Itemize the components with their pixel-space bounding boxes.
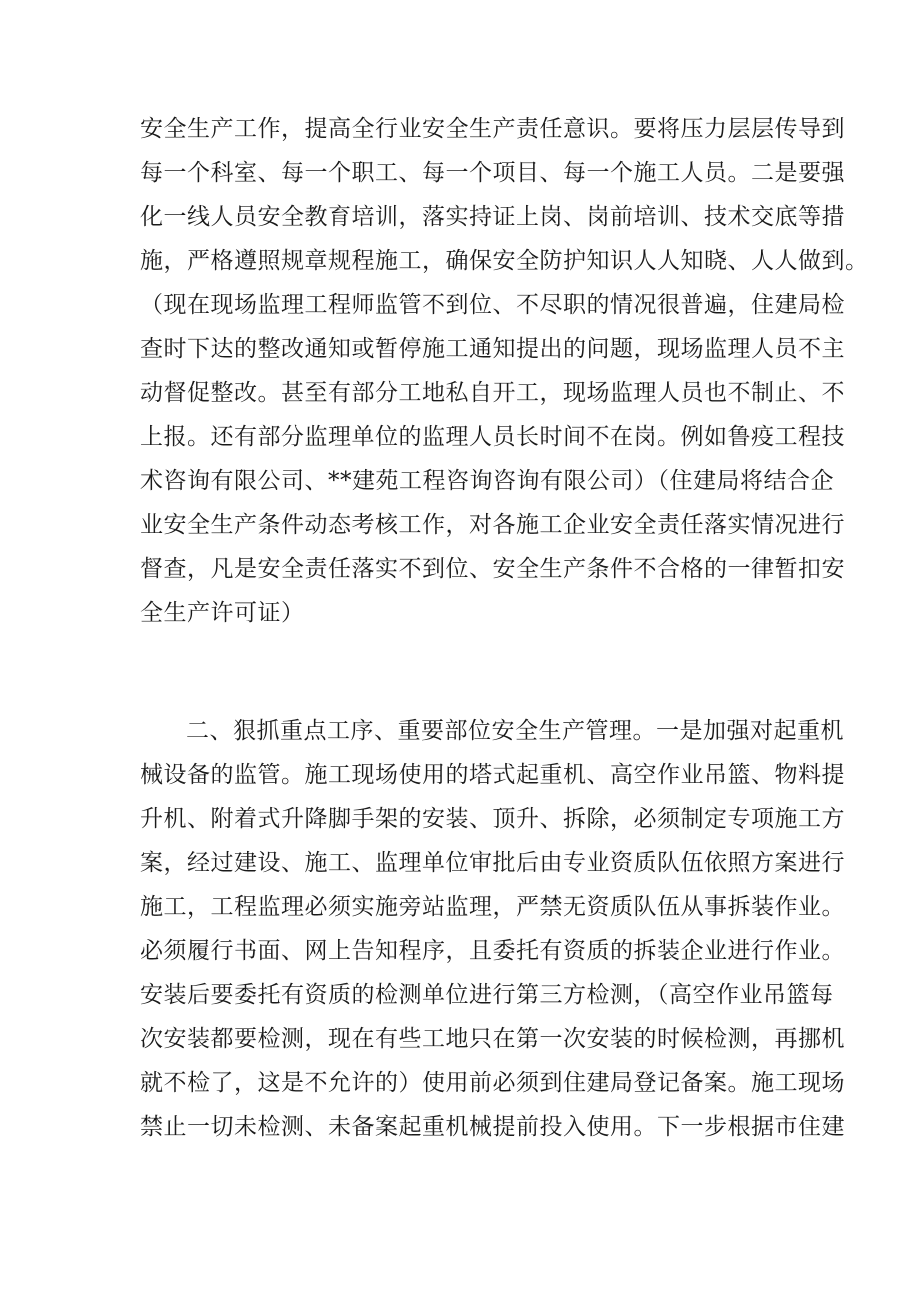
paragraph-2-line-3: 升机、附着式升降脚手架的安装、顶升、拆除，必须制定专项施工方 (140, 806, 845, 832)
paragraph-1-line-7: 动督促整改。甚至有部分工地私自开工，现场监理人员也不制止、不 (140, 380, 845, 406)
paragraph-1-line-8: 上报。还有部分监理单位的监理人员长时间不在岗。例如鲁疫工程技 (140, 424, 845, 450)
paragraph-2-line-8: 次安装都要检测，现在有些工地只在第一次安装的时候检测，再挪机 (140, 1026, 845, 1052)
paragraph-1-line-10: 业安全生产条件动态考核工作，对各施工企业安全责任落实情况进行 (140, 512, 845, 538)
paragraph-2-line-1: 二、狠抓重点工序、重要部位安全生产管理。一是加强对起重机 (186, 718, 844, 744)
paragraph-1-line-5: （现在现场监理工程师监管不到位、不尽职的情况很普遍，住建局检 (140, 292, 845, 318)
paragraph-1-line-9: 术咨询有限公司、**建苑工程咨询咨询有限公司）（住建局将结合企 (140, 468, 834, 494)
paragraph-2-line-4: 案，经过建设、施工、监理单位审批后由专业资质队伍依照方案进行 (140, 850, 845, 876)
paragraph-2-line-9: 就不检了，这是不允许的）使用前必须到住建局登记备案。施工现场 (140, 1070, 845, 1096)
paragraph-1-line-2: 每一个科室、每一个职工、每一个项目、每一个施工人员。二是要强 (140, 160, 845, 186)
paragraph-1-line-1: 安全生产工作，提高全行业安全生产责任意识。要将压力层层传导到 (140, 116, 845, 142)
paragraph-1-line-11: 督查，凡是安全责任落实不到位、安全生产条件不合格的一律暂扣安 (140, 556, 845, 582)
paragraph-2-line-6: 必须履行书面、网上告知程序，且委托有资质的拆装企业进行作业。 (140, 938, 845, 964)
paragraph-1-line-4: 施，严格遵照规章规程施工，确保安全防护知识人人知晓、人人做到。 (140, 248, 869, 274)
paragraph-1-line-3: 化一线人员安全教育培训，落实持证上岗、岗前培训、技术交底等措 (140, 204, 845, 230)
paragraph-2-line-10: 禁止一切未检测、未备案起重机械提前投入使用。下一步根据市住建 (140, 1114, 845, 1140)
paragraph-1-line-12: 全生产许可证） (140, 600, 305, 626)
paragraph-2-line-7: 安装后要委托有资质的检测单位进行第三方检测，（高空作业吊篮每 (140, 982, 834, 1008)
paragraph-2-line-2: 械设备的监管。施工现场使用的塔式起重机、高空作业吊篮、物料提 (140, 762, 845, 788)
paragraph-2-line-5: 施工，工程监理必须实施旁站监理，严禁无资质队伍从事拆装作业。 (140, 894, 845, 920)
paragraph-1-line-6: 查时下达的整改通知或暂停施工通知提出的问题，现场监理人员不主 (140, 336, 845, 362)
